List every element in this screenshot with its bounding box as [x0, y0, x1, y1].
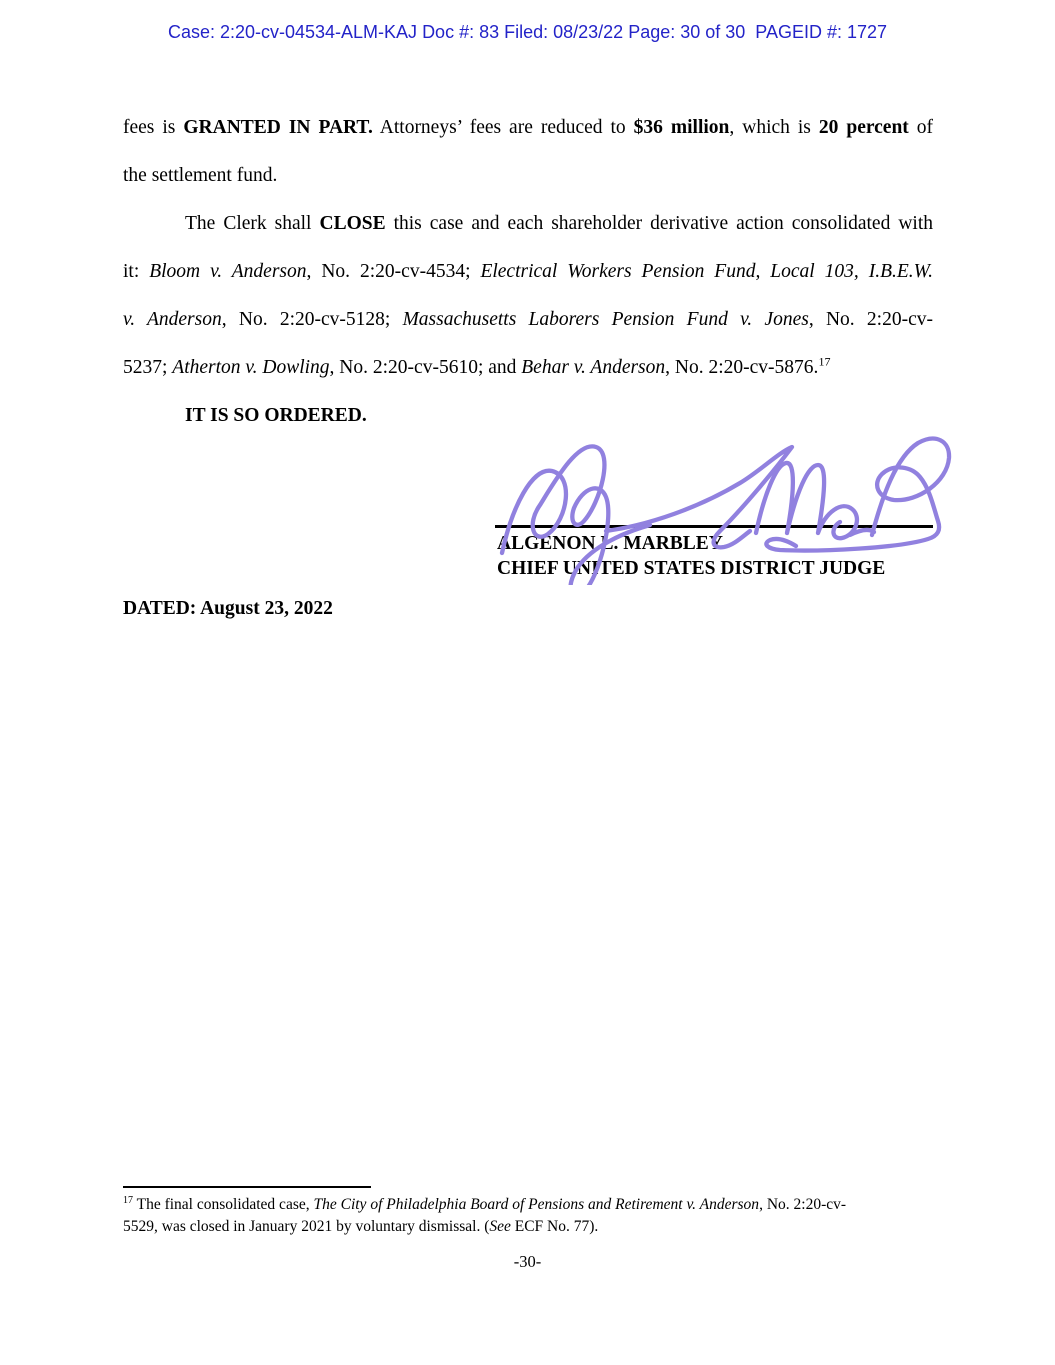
footnote-reference: 17: [818, 354, 831, 369]
body-line: v. Anderson, No. 2:20-cv-5128; Massachusetts Laborers Pension Fund v. Jones, No. 2:20-cv-: [123, 309, 933, 330]
footnote: [123, 1194, 938, 1238]
body-line: it: Bloom v. Anderson, No. 2:20-cv-4534; Electrical Workers Pension Fund, Local 103, I.B.E.W.: [123, 261, 933, 282]
dated-line: DATED: August 23, 2022: [123, 598, 333, 619]
footnote-marker: 17: [123, 1194, 133, 1206]
order-body-text: [123, 104, 933, 440]
footnote-separator: [123, 1186, 371, 1188]
signature-block: [497, 531, 885, 581]
it-is-so-ordered-line: IT IS SO ORDERED.: [185, 405, 367, 426]
judge-title: CHIEF UNITED STATES DISTRICT JUDGE: [497, 558, 886, 579]
body-line: 5237; Atherton v. Dowling, No. 2:20-cv-5610; and Behar v. Anderson, No. 2:20-cv-5876.17: [123, 354, 831, 378]
signature-line: [495, 525, 933, 528]
footnote-line: $^{17}$ The final consolidated case, The City of Philadelphia Board of Pensions and Retirement v. Anderson, No. 2:20-cv-: [123, 1194, 847, 1213]
pacer-case-header: Case: 2:20-cv-04534-ALM-KAJ Doc #: 83 Filed: 08/23/22 Page: 30 of 30 PAGEID #: 1727: [167, 22, 888, 42]
body-line: fees is GRANTED IN PART. Attorneys’ fees are reduced to $36 million, which is 20 percent of: [123, 117, 933, 138]
body-line: The Clerk shall CLOSE this case and each shareholder derivative action consolidated with: [185, 213, 933, 234]
footnote-line: 5529, was closed in January 2021 by voluntary dismissal. (See ECF No. 77).: [123, 1218, 599, 1235]
judge-name: ALGENON L. MARBLEY: [497, 533, 723, 554]
body-line: the settlement fund.: [123, 165, 278, 186]
page-number: -30-: [513, 1252, 542, 1271]
